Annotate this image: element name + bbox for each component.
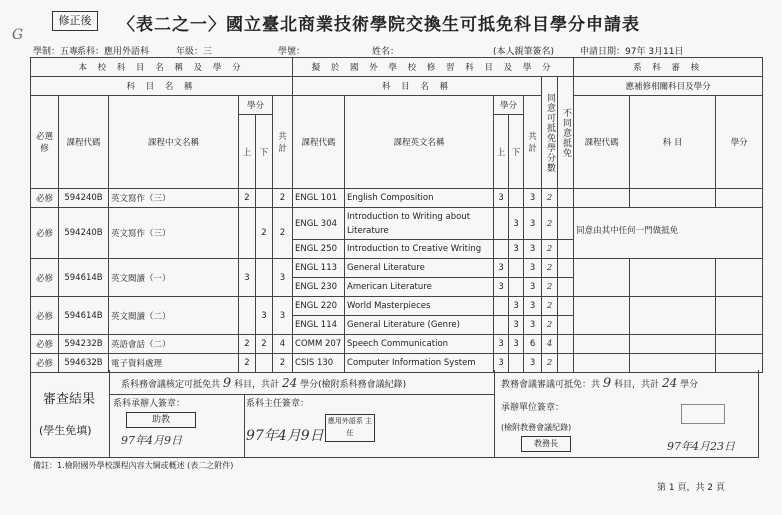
row-f-code: COMM 207 [293, 335, 345, 354]
row-not-approved [558, 316, 574, 335]
col-required: 必選修 [31, 96, 59, 189]
review-result-label: 審查結果 [43, 392, 96, 407]
col-f-total: 共計 [524, 96, 542, 189]
handler-stamp: 助教 [126, 412, 196, 428]
col-r-subject: 科 目 [630, 96, 716, 189]
row-required: 必修 [31, 189, 59, 208]
academic-meeting-line: 教務會議審議可抵免：共 9 科目，共計 24 學分 [501, 376, 699, 391]
row-f-code: ENGL 113 [293, 259, 345, 278]
col-f-credits: 學分 [494, 96, 524, 115]
revised-badge: 修正後 [52, 11, 98, 31]
row-f-first: 3 [494, 259, 509, 278]
row-second [256, 189, 273, 208]
row-f-first: 3 [494, 354, 509, 373]
row-f-code: CSIS 130 [293, 354, 345, 373]
row-en-name: World Masterpieces [345, 297, 494, 316]
row-f-total: 3 [524, 208, 542, 240]
unit-note: (檢附教務會議紀錄) [501, 423, 572, 432]
row-f-second [509, 189, 524, 208]
row-approved: 2 [542, 259, 558, 278]
col-first: 上 [239, 115, 256, 189]
row-f-total: 3 [524, 278, 542, 297]
row-f-second: 3 [509, 240, 524, 259]
row-not-approved [558, 259, 574, 278]
row-en-name: General Literature (Genre) [345, 316, 494, 335]
row-r-subject [630, 189, 716, 208]
info-student-no: 學號： [278, 47, 306, 57]
col-total: 共計 [273, 96, 293, 189]
subject-name-header: 科 目 名 稱 [31, 77, 293, 96]
row-f-code: ENGL 114 [293, 316, 345, 335]
row-total: 3 [273, 297, 293, 335]
not-approved-header: 不同意抵免 [558, 77, 574, 189]
row-code: 594614B [59, 259, 109, 297]
unit-label: 承辦單位簽章： [501, 403, 565, 413]
row-not-approved [558, 189, 574, 208]
related-subjects-header: 應補修相關科目及學分 [574, 77, 763, 96]
row-r-code [574, 297, 630, 335]
row-code: 594632B [59, 354, 109, 373]
row-not-approved [558, 278, 574, 297]
row-not-approved [558, 297, 574, 316]
info-system: 學制：五專 [33, 47, 79, 57]
head-label: 系科主任簽章： [246, 399, 310, 409]
col-second: 下 [256, 115, 273, 189]
approved-credits-header: 同意可抵免學分數 [542, 77, 558, 189]
col-f-code: 課程代碼 [293, 96, 345, 189]
row-f-total: 3 [524, 297, 542, 316]
row-r-subject [630, 335, 716, 354]
unit-date: 97年4月23日 [667, 440, 735, 453]
corner-handwritten-mark: G [12, 27, 24, 43]
row-f-total: 3 [524, 240, 542, 259]
foreign-section-header: 擬 於 國 外 學 校 修 習 科 目 及 學 分 [293, 58, 574, 77]
col-f-first: 上 [494, 115, 509, 189]
row-en-name: American Literature [345, 278, 494, 297]
row-f-second: 3 [509, 208, 524, 240]
row-not-approved [558, 208, 574, 240]
unit-stamp: 教務長 [521, 436, 571, 452]
row-first: 2 [239, 354, 256, 373]
row-en-name: Computer Information System [345, 354, 494, 373]
col-en-name: 課程英文名稱 [345, 96, 494, 189]
row-en-name: General Literature [345, 259, 494, 278]
foreign-subject-name-header: 科 目 名 稱 [293, 77, 542, 96]
seal-stamp [681, 404, 725, 424]
col-credits: 學分 [239, 96, 273, 115]
row-total: 4 [273, 335, 293, 354]
local-section-header: 本 校 科 目 名 稱 及 學 分 [31, 58, 293, 77]
row-second [256, 259, 273, 297]
row-first: 3 [239, 259, 256, 297]
row-r-credits [716, 189, 763, 208]
row-cn-name: 英文閱讀（二） [109, 297, 239, 335]
col-r-credits: 學分 [716, 96, 763, 189]
row-first: 2 [239, 189, 256, 208]
row-second: 3 [256, 297, 273, 335]
row-en-name: Introduction to Writing about Literature [345, 208, 494, 240]
row-f-first: 3 [494, 189, 509, 208]
row-f-first [494, 208, 509, 240]
handler-date: 97年4月9日 [121, 434, 182, 447]
row-r-code [574, 259, 630, 297]
col-f-second: 下 [509, 115, 524, 189]
info-signature: (本人親筆簽名) [493, 47, 555, 57]
row-f-second [509, 259, 524, 278]
row-f-second: 3 [509, 335, 524, 354]
row-code: 594614B [59, 297, 109, 335]
row-f-code: ENGL 220 [293, 297, 345, 316]
row-required: 必修 [31, 297, 59, 335]
form-title: 〈表二之一〉國立臺北商業技術學院交換生可抵免科目學分申請表 [118, 15, 640, 35]
review-section-header: 系 科 審 核 [574, 58, 763, 77]
row-code: 594232B [59, 335, 109, 354]
row-remark: 同意由其中任何一門做抵免 [574, 208, 763, 259]
row-en-name: Introduction to Creative Writing [345, 240, 494, 259]
col-cn-name: 課程中文名稱 [109, 96, 239, 189]
row-total: 3 [273, 259, 293, 297]
head-date: 97年4月9日 [246, 428, 324, 444]
row-f-first: 3 [494, 278, 509, 297]
footer-note: 備註：1.檢附國外學校課程內容大綱或概述 (表二之附件) [33, 461, 234, 470]
row-first [239, 208, 256, 259]
row-required: 必修 [31, 354, 59, 373]
row-approved: 2 [542, 240, 558, 259]
row-f-total: 3 [524, 259, 542, 278]
row-required: 必修 [31, 208, 59, 259]
row-first: 2 [239, 335, 256, 354]
col-r-code: 課程代碼 [574, 96, 630, 189]
row-f-second [509, 278, 524, 297]
row-f-second: 3 [509, 297, 524, 316]
row-r-credits [716, 259, 763, 297]
row-f-second: 3 [509, 316, 524, 335]
row-approved: 2 [542, 278, 558, 297]
row-f-code: ENGL 230 [293, 278, 345, 297]
row-f-code: ENGL 101 [293, 189, 345, 208]
row-r-subject [630, 297, 716, 335]
row-total: 2 [273, 354, 293, 373]
row-cn-name: 電子資料處理 [109, 354, 239, 373]
row-cn-name: 英語會話（二） [109, 335, 239, 354]
row-f-first: 3 [494, 335, 509, 354]
row-r-code [574, 335, 630, 354]
row-approved: 2 [542, 354, 558, 373]
row-not-approved [558, 335, 574, 354]
info-grade: 年級：三 [176, 47, 213, 57]
row-f-first [494, 240, 509, 259]
row-r-code [574, 189, 630, 208]
row-f-first [494, 297, 509, 316]
row-en-name: Speech Communication [345, 335, 494, 354]
row-cn-name: 英文寫作（三） [109, 208, 239, 259]
row-required: 必修 [31, 259, 59, 297]
row-approved: 2 [542, 297, 558, 316]
row-f-total: 6 [524, 335, 542, 354]
col-code: 課程代碼 [59, 96, 109, 189]
review-result-sublabel: (學生免填) [39, 424, 92, 437]
review-section [30, 370, 759, 458]
row-approved: 2 [542, 208, 558, 240]
head-stamp: 應用外語系 主任 [325, 414, 375, 442]
row-total: 2 [273, 208, 293, 259]
row-f-total: 3 [524, 189, 542, 208]
page-number: 第 1 頁，共 2 頁 [657, 483, 725, 493]
row-en-name: English Composition [345, 189, 494, 208]
credit-transfer-table [30, 57, 763, 373]
row-required: 必修 [31, 335, 59, 354]
row-f-code: ENGL 304 [293, 208, 345, 240]
row-r-credits [716, 297, 763, 335]
row-code: 594240B [59, 208, 109, 259]
row-f-code: ENGL 250 [293, 240, 345, 259]
row-total: 2 [273, 189, 293, 208]
row-first [239, 297, 256, 335]
row-cn-name: 英文閱讀（一） [109, 259, 239, 297]
info-apply-date: 申請日期：97年 3月11日 [580, 47, 684, 57]
dept-meeting-line: 系科務會議核定可抵免共 9 科目，共計 24 學分(檢附系科務會議紀錄) [121, 376, 407, 391]
row-second: 2 [256, 208, 273, 259]
row-not-approved [558, 240, 574, 259]
row-f-total: 3 [524, 316, 542, 335]
info-department: 系科：應用外語科 [77, 47, 150, 57]
row-code: 594240B [59, 189, 109, 208]
info-name: 姓名： [372, 47, 400, 57]
row-approved: 2 [542, 316, 558, 335]
row-approved: 4 [542, 335, 558, 354]
row-f-first [494, 316, 509, 335]
row-f-total: 3 [524, 354, 542, 373]
row-cn-name: 英文寫作（三） [109, 189, 239, 208]
row-r-credits [716, 335, 763, 354]
handler-label: 系科承辦人簽章： [113, 399, 186, 409]
row-r-subject [630, 259, 716, 297]
row-second: 2 [256, 335, 273, 354]
row-approved: 2 [542, 189, 558, 208]
